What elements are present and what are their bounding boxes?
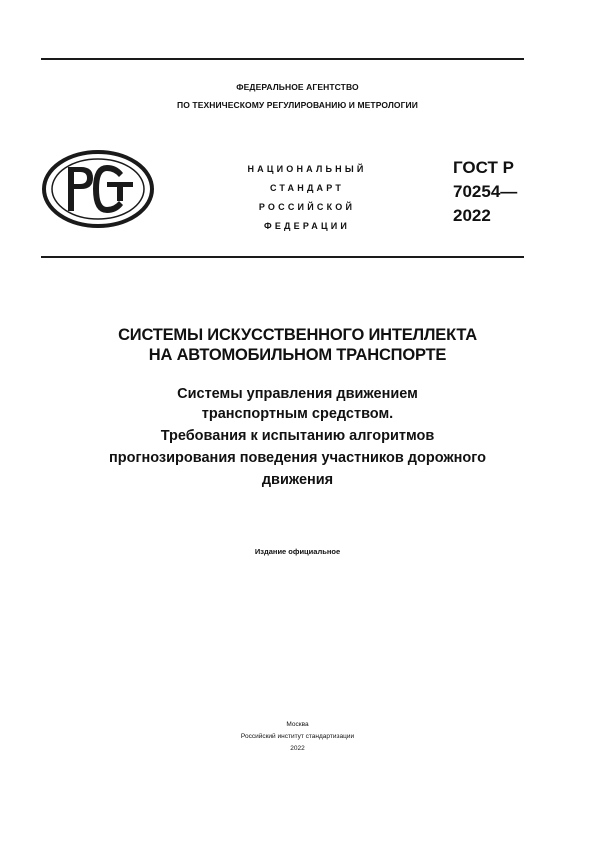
emblem-letter-t xyxy=(107,182,133,201)
top-rule xyxy=(41,58,524,60)
designation-year: 2022 xyxy=(453,206,491,225)
document-subtitle-line: Требования к испытанию алгоритмов xyxy=(160,428,435,444)
rst-emblem-icon xyxy=(41,149,155,229)
standard-type-line: СТАНДАРТ xyxy=(269,183,345,193)
document-subtitle-line: Системы управления движением xyxy=(177,386,418,402)
standard-type-line: ФЕДЕРАЦИИ xyxy=(263,221,351,231)
agency-name-line-1: ФЕДЕРАЛЬНОЕ АГЕНТСТВО xyxy=(236,82,359,92)
agency-name-line-2: ПО ТЕХНИЧЕСКОМУ РЕГУЛИРОВАНИЮ И МЕТРОЛОГИИ xyxy=(177,100,418,110)
bottom-rule xyxy=(41,256,524,258)
standard-type-line: НАЦИОНАЛЬНЫЙ xyxy=(247,164,367,174)
imprint-year: 2022 xyxy=(290,745,305,752)
imprint-city: Москва xyxy=(286,721,309,728)
designation-number: 70254— xyxy=(453,182,518,201)
document-subtitle-line: транспортным средством. xyxy=(201,406,394,422)
standard-designation xyxy=(453,156,517,228)
edition-label: Издание официальное xyxy=(254,547,341,556)
document-title-line: СИСТЕМЫ ИСКУССТВЕННОГО ИНТЕЛЛЕКТА xyxy=(118,326,477,344)
document-subtitle-line: прогнозирования поведения участников дорожного xyxy=(109,450,486,466)
document-title-line: НА АВТОМОБИЛЬНОМ ТРАНСПОРТЕ xyxy=(148,346,447,364)
designation-prefix: ГОСТ Р xyxy=(453,158,514,177)
imprint-publisher: Российский институт стандартизации xyxy=(240,733,355,740)
document-subtitle-line: движения xyxy=(261,472,334,488)
emblem-letter-r xyxy=(68,167,93,211)
standard-type-line: РОССИЙСКОЙ xyxy=(258,202,356,212)
standard-type-block xyxy=(222,160,392,236)
